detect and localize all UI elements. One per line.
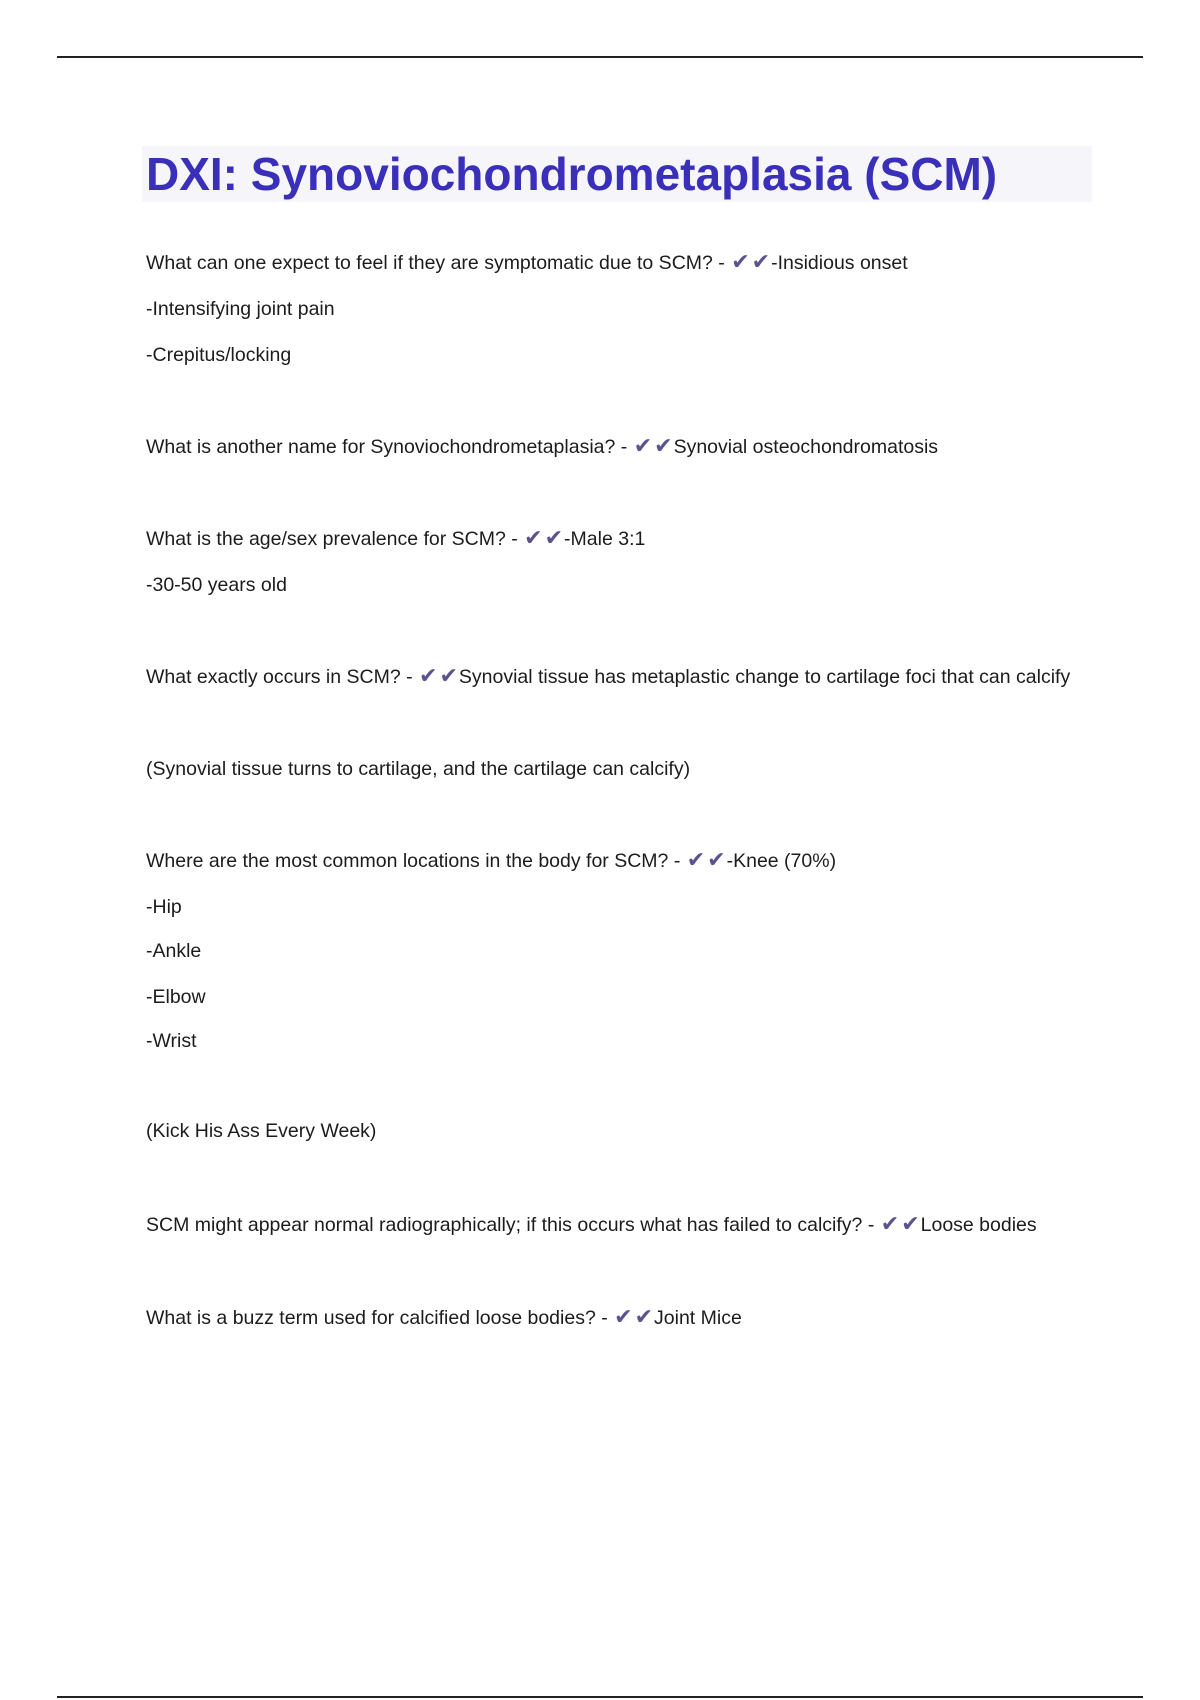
answer-note: (Synovial tissue turns to cartilage, and the cartilage can calcify) xyxy=(146,758,691,780)
answer-extra: -Elbow xyxy=(146,986,206,1008)
check-mark-icon: ✔ xyxy=(634,1305,654,1330)
bottom-rule xyxy=(57,1696,1143,1698)
page-title: DXI: Synoviochondrometaplasia (SCM) xyxy=(146,148,998,200)
answer-extra: -Hip xyxy=(146,896,182,918)
flashcard-list xyxy=(146,248,1096,1333)
answer-text: -Insidious onset xyxy=(771,252,908,274)
answer-text: Joint Mice xyxy=(654,1307,742,1329)
answer-text: -Male 3:1 xyxy=(564,528,646,550)
qa-item xyxy=(146,432,1096,462)
qa-item xyxy=(146,1303,1096,1333)
qa-item xyxy=(146,248,1096,370)
answer-extra: -Wrist xyxy=(146,1030,197,1052)
question-text: What is another name for Synoviochondrometaplasia? - xyxy=(146,436,628,458)
qa-line xyxy=(146,524,1096,554)
answer-text: Synovial osteochondromatosis xyxy=(673,436,939,458)
check-mark-icon: ✔ xyxy=(707,848,726,873)
check-mark-icon: ✔ xyxy=(751,250,771,275)
qa-line xyxy=(146,846,1096,876)
top-rule xyxy=(57,56,1143,58)
check-mark-icon: ✔ xyxy=(614,1305,633,1330)
answer-text: -Knee (70%) xyxy=(726,850,837,872)
check-mark-icon: ✔ xyxy=(880,1212,900,1237)
check-mark-icon: ✔ xyxy=(524,526,543,551)
question-text: What is a buzz term used for calcified loose bodies? - xyxy=(146,1307,608,1329)
question-text: Where are the most common locations in the body for SCM? - xyxy=(146,850,681,872)
answer-extra: -Crepitus/locking xyxy=(146,344,292,366)
question-text: SCM might appear normal radiographically; if this occurs what has failed to calcify? - xyxy=(146,1214,875,1236)
qa-item xyxy=(146,662,1096,784)
title-banner xyxy=(142,146,1092,202)
answer-extra: -Ankle xyxy=(146,940,202,962)
qa-item xyxy=(146,1210,1096,1240)
check-mark-icon: ✔ xyxy=(633,434,653,459)
qa-line xyxy=(146,662,1096,692)
question-text: What exactly occurs in SCM? - xyxy=(146,666,413,688)
question-text: What can one expect to feel if they are symptomatic due to SCM? - xyxy=(146,252,725,274)
qa-line xyxy=(146,432,1096,462)
qa-line xyxy=(146,1303,1096,1333)
check-mark-icon: ✔ xyxy=(901,1212,920,1237)
qa-item xyxy=(146,524,1096,600)
qa-line xyxy=(146,1210,1096,1240)
question-text: What is the age/sex prevalence for SCM? - xyxy=(146,528,518,550)
check-mark-icon: ✔ xyxy=(731,250,750,275)
answer-extra: -30-50 years old xyxy=(146,574,287,596)
check-mark-icon: ✔ xyxy=(544,526,564,551)
answer-extra: -Intensifying joint pain xyxy=(146,298,335,320)
answer-text: Loose bodies xyxy=(920,1214,1037,1236)
answer-text: Synovial tissue has metaplastic change to cartilage foci that can calcify xyxy=(458,666,1071,688)
check-mark-icon: ✔ xyxy=(419,664,438,689)
answer-note: (Kick His Ass Every Week) xyxy=(146,1120,377,1142)
qa-item xyxy=(146,846,1096,1146)
qa-line xyxy=(146,248,1096,278)
check-mark-icon: ✔ xyxy=(439,664,458,689)
check-mark-icon: ✔ xyxy=(686,848,706,873)
check-mark-icon: ✔ xyxy=(654,434,673,459)
